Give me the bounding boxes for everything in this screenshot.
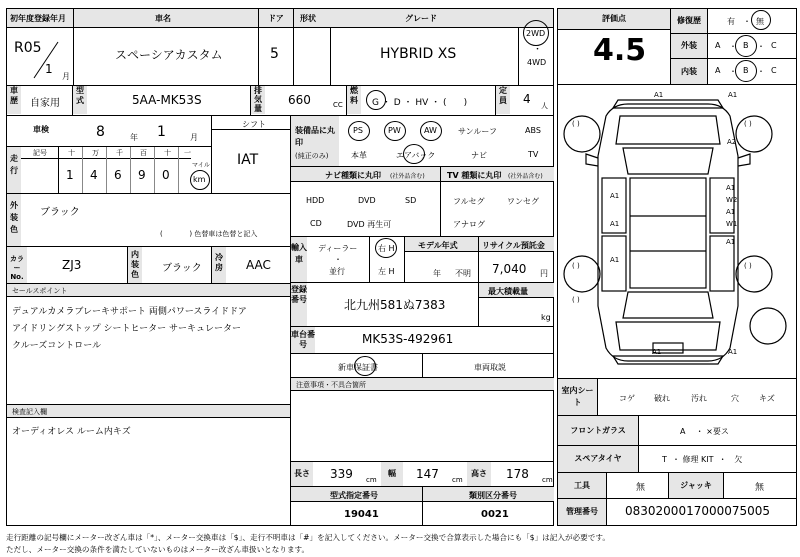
navi-opt: CD [310, 219, 322, 228]
score: 4.5 [593, 33, 647, 68]
control-label: 管理番号 [558, 499, 607, 525]
doors: 5 [270, 46, 279, 62]
damage-code: A1 [728, 91, 738, 99]
bracket-label: ( ) [744, 120, 752, 128]
interior-color-label: 内装色 [128, 247, 142, 283]
interior-grade-label: 内装 [671, 59, 708, 84]
row-line [558, 84, 797, 85]
class-no: 0021 [481, 509, 509, 520]
max-load-unit: kg [541, 313, 551, 322]
wheel-rear-right [736, 256, 772, 292]
int-b: B [743, 66, 749, 75]
ac: AAC [246, 258, 271, 272]
damage-code: A1 [726, 238, 736, 246]
damage-code: A1 [726, 208, 736, 216]
divider [518, 27, 519, 85]
windshield [623, 148, 713, 174]
divider [258, 9, 259, 85]
equip-pw: PW [388, 126, 401, 135]
rear-window [623, 292, 713, 318]
divider [422, 353, 423, 377]
spare-wheel [750, 308, 786, 344]
damage-code: A1 [654, 91, 664, 99]
import-dot: ・ [334, 255, 342, 264]
class-no-label: 類別区分番号 [469, 491, 517, 500]
model: 5AA-MK53S [132, 93, 202, 107]
first-reg-month: 1 [45, 62, 53, 76]
int-a: A [715, 66, 721, 75]
ext-sep: ・ [729, 42, 737, 51]
mileage-header: 万 [92, 149, 99, 157]
inspection-year-unit: 年 [130, 133, 138, 142]
mileage-label: 走行 [7, 147, 21, 193]
inspector-line: オーディオレス ルーム内キズ [12, 427, 131, 437]
seat-opt: コゲ [619, 394, 635, 403]
drive-4wd: 4WD [527, 58, 547, 67]
exterior-grade-label: 外装 [671, 34, 708, 59]
length-unit: cm [366, 476, 377, 484]
right-mirror [738, 154, 750, 166]
import-dealer: ディーラー [318, 244, 358, 253]
ext-a: A [715, 41, 721, 50]
color-no-label: カラーNo. [7, 247, 27, 283]
height-value: 178 [506, 467, 529, 481]
ac-label: 冷房 [212, 247, 226, 283]
model-year-unknown: 不明 [455, 269, 471, 278]
repair-label: 修復歴 [671, 9, 708, 34]
mileage-table [21, 147, 191, 193]
tailgate [616, 322, 720, 350]
glass-label: フロントガラス [558, 416, 639, 445]
fuel-label: 燃料 [347, 86, 361, 114]
inspection-month: 1 [157, 124, 166, 140]
fuel-options: G ・ D ・ HV ・ ( ) [372, 98, 468, 108]
chassis-value: MK53S-492961 [362, 332, 454, 346]
km-option: km [193, 175, 206, 184]
row-line [6, 193, 290, 194]
bracket-label: ( ) [572, 296, 580, 304]
row-line [6, 85, 554, 86]
mileage-header: 十 [164, 149, 171, 157]
navi-title: ナビ種類に丸印 [325, 171, 381, 180]
manual: 車両取説 [474, 363, 506, 372]
spare-label: スペアタイヤ [558, 446, 639, 472]
inspector-label: 検査記入欄 [12, 408, 47, 416]
recycle-value: 7,040 [492, 262, 527, 276]
sales-line: デュアルカメラブレーキサポート 両側パワースライドドア [12, 307, 247, 317]
length-label: 長さ [291, 462, 313, 486]
sales-label: セールスポイント [12, 287, 68, 295]
car-damage-diagram [558, 86, 797, 376]
displacement: 660 [288, 93, 311, 107]
tv-title: TV 種類に丸印 [447, 171, 502, 180]
chassis-label: 車台番号 [291, 327, 315, 353]
tv-sub: (社外品含む) [508, 173, 543, 180]
length-value: 339 [330, 467, 353, 481]
import-label: 輸入車 [291, 237, 307, 282]
control-value: 0830200017000075005 [625, 504, 771, 518]
row-line [290, 326, 554, 327]
capacity: 4 [523, 92, 531, 106]
recycle-label: リサイクル預託金 [482, 241, 545, 250]
equip-ps: PS [353, 126, 363, 135]
use-label: 車歴 [7, 86, 21, 114]
ext-sep: ・ [757, 42, 765, 51]
color-no: ZJ3 [62, 258, 82, 272]
height-label: 高さ [467, 462, 491, 486]
wheel-front-right [736, 116, 772, 152]
sales-line: アイドリングストップ シートヒーター サーキュレーター [12, 324, 242, 334]
navi-opt: DVD [358, 196, 376, 205]
damage-code: A1 [610, 256, 620, 264]
tv-opt: ワンセグ [507, 197, 539, 206]
int-c: C [771, 66, 777, 75]
shift-label: シフト [242, 120, 266, 129]
ext-b: B [743, 41, 749, 50]
glass-options: A ・ ×要ス [680, 427, 729, 436]
inspector-header [7, 405, 290, 418]
equip-aw: AW [424, 126, 437, 135]
height-unit: cm [542, 476, 553, 484]
ext-c: C [771, 41, 777, 50]
model-year-unit: 年 [433, 269, 441, 278]
divider [440, 167, 441, 236]
import-right: 右 H [378, 244, 395, 253]
max-load-label: 最大積載量 [488, 287, 528, 296]
divider [330, 27, 331, 85]
mileage-header: 千 [116, 149, 123, 157]
tv-opt: フルセグ [453, 197, 485, 206]
model-label: 型式 [73, 86, 87, 114]
equip-tv: TV [528, 150, 539, 159]
width-unit: cm [452, 476, 463, 484]
first-reg-label: 初年度登録年月 [10, 14, 66, 23]
door-label: ドア [268, 14, 284, 23]
seat-opt: 穴 [731, 394, 739, 403]
equipment-sub: (純正のみ) [295, 152, 329, 160]
width-value: 147 [416, 467, 439, 481]
navi-opt: DVD 再生可 [347, 220, 392, 229]
car-name: スペーシアカスタム [115, 48, 223, 62]
jack-value: 無 [755, 483, 765, 493]
seat-opt: 破れ [654, 394, 670, 403]
mileage-header: 記号 [33, 149, 47, 157]
wheel-front-left [564, 116, 600, 152]
type-no-label: 型式指定番号 [330, 491, 378, 500]
tools-value: 無 [636, 483, 646, 493]
month-unit: 月 [62, 72, 70, 81]
equip-leather: 本革 [351, 151, 367, 160]
navi-sub: (社外品含む) [390, 173, 425, 180]
spare-options: T ・ 修理 KIT ・ 欠 [662, 455, 743, 464]
tools-label: 工具 [558, 473, 607, 498]
mileage-digit: 1 [66, 168, 74, 182]
first-reg-era: R05 [14, 40, 42, 56]
shift-value: IAT [237, 152, 259, 168]
bracket-label: ( ) [572, 262, 580, 270]
equip-sunroof: サンルーフ [458, 127, 497, 136]
footer-note: 走行距離の記号欄にメーター改ざん車は「*」、メーター交換車は「$」、走行不明車は「#」を記入してください。メーター交換で合算表示した場合にも「$」は記入が必要です。 [6, 533, 610, 542]
damage-code: A1 [610, 192, 620, 200]
repair-no: 無 [756, 17, 764, 26]
wheel-rear-left [564, 256, 600, 292]
row-line [290, 461, 554, 462]
mileage-digit: 0 [162, 168, 170, 182]
mileage-header: 一 [184, 149, 191, 157]
equip-navi: ナビ [471, 151, 487, 160]
notes-label: 注意事項・不具合箇所 [296, 381, 366, 389]
navi-opt: SD [405, 196, 417, 205]
cc-unit: CC [333, 101, 343, 109]
divider [478, 237, 479, 282]
mileage-digit: 9 [138, 168, 146, 182]
int-sep: ・ [729, 67, 737, 76]
tv-opt: アナログ [453, 220, 485, 229]
divider [212, 129, 290, 130]
repair-sep: ・ [743, 17, 751, 26]
interior-seat-label: 室内シート [558, 379, 598, 415]
navi-opt: HDD [306, 196, 325, 205]
divider [369, 237, 370, 282]
damage-code: A1 [726, 184, 736, 192]
type-no: 19041 [344, 509, 379, 520]
bracket-label: ( ) [572, 120, 580, 128]
inspection-month-unit: 月 [190, 133, 198, 142]
inspection-year: 8 [96, 124, 105, 140]
bracket-label: ( ) [744, 262, 752, 270]
mileage-digit: 4 [90, 168, 98, 182]
capacity-label: 定員 [496, 86, 510, 114]
divider [293, 9, 294, 85]
row-line [6, 246, 290, 247]
rear-bumper [613, 356, 723, 364]
mile-option: マイル [192, 162, 210, 169]
left-mirror [586, 154, 598, 166]
seat-opt: 汚れ [691, 394, 707, 403]
divider [422, 487, 423, 526]
damage-code: A1 [728, 348, 738, 356]
score-label: 評価点 [558, 9, 670, 30]
mileage-header: 百 [140, 149, 147, 157]
damage-code: W2 [726, 196, 738, 204]
divider [211, 115, 212, 194]
import-left: 左 H [378, 267, 395, 276]
footer-note: ただし、メーター交換の条件を満たしていないものはメーター改ざん車扱いとなります。 [6, 545, 310, 554]
capacity-unit: 人 [541, 102, 548, 110]
registration-label: 登録番号 [291, 283, 307, 326]
model-year-label: モデル年式 [418, 241, 458, 250]
equipment-label: 装備品に丸印 [291, 116, 339, 166]
displacement-label: 排気量 [251, 86, 265, 114]
car-name-label: 車名 [155, 14, 171, 23]
equip-abs: ABS [525, 126, 541, 135]
equip-airbag: エアバック [396, 151, 436, 160]
exterior-note: ( ) 色替車は色替と記入 [160, 230, 258, 238]
damage-code: W1 [726, 220, 738, 228]
hood [616, 116, 720, 144]
grade-label: グレード [405, 14, 437, 23]
drive-sep: ・ [533, 45, 543, 55]
seat-opt: キズ [759, 394, 775, 403]
divider [73, 9, 74, 85]
damage-code: A1 [610, 220, 620, 228]
roof [630, 178, 706, 288]
jack-label: ジャッキ [668, 473, 724, 498]
int-sep: ・ [757, 67, 765, 76]
sales-line: クルーズコントロール [12, 341, 102, 351]
registration-value: 北九州581ぬ7383 [344, 298, 446, 312]
row-line [6, 115, 554, 116]
warranty: 新車保証書 [338, 363, 378, 372]
drive-2wd: 2WD [526, 29, 546, 38]
damage-code: A1 [652, 348, 662, 356]
exterior-label: 外装色 [7, 194, 21, 246]
damage-code: A2 [727, 138, 737, 146]
inspection-label: 車検 [33, 125, 49, 134]
use: 自家用 [30, 98, 60, 109]
mileage-digit: 6 [114, 168, 122, 182]
exterior-color: ブラック [40, 207, 80, 218]
grade: HYBRID XS [380, 46, 457, 62]
repair-yes: 有 [727, 17, 735, 26]
mileage-header: 十 [68, 149, 75, 157]
shape-label: 形状 [300, 14, 316, 23]
import-parallel: 並行 [329, 267, 345, 276]
width-label: 幅 [381, 462, 403, 486]
interior-color: ブラック [162, 263, 202, 274]
recycle-unit: 円 [540, 269, 548, 278]
